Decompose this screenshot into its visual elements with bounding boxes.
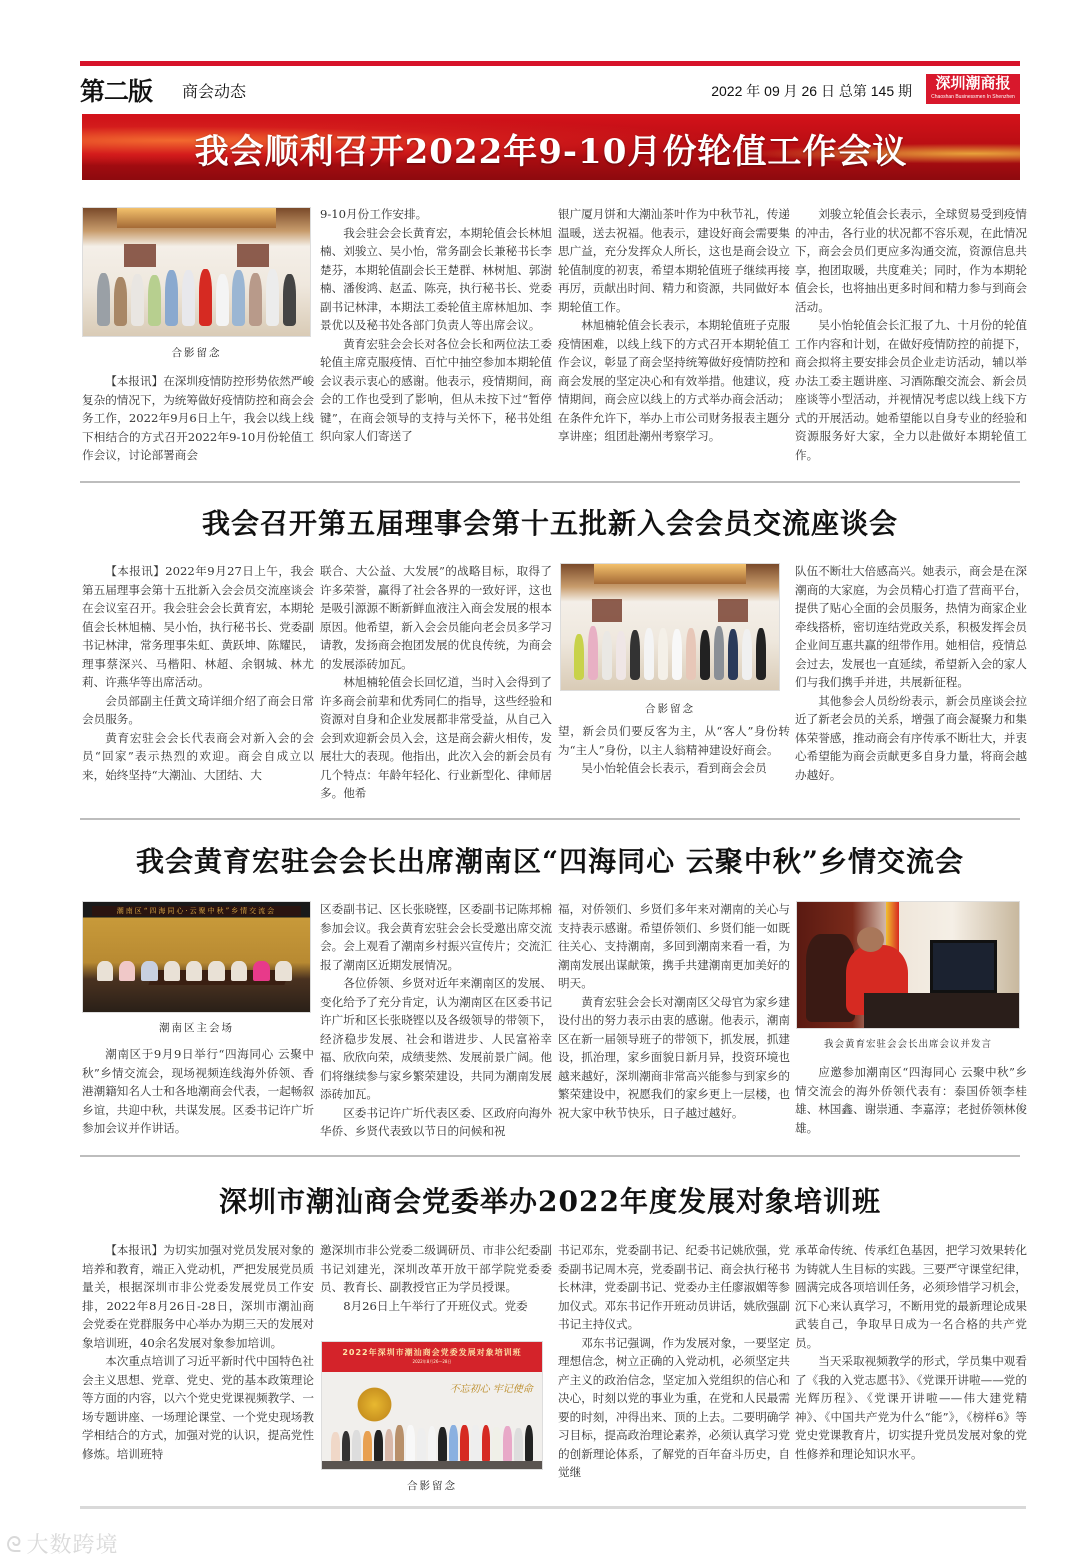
article-3-column-2: [320, 900, 552, 1141]
section-divider: [80, 818, 1020, 820]
photo-banner: [322, 1342, 542, 1372]
article-2-paragraph: 林旭楠轮值会长回忆道，当时入会得到了许多商会前辈和优秀同仁的指导，这些经验和资源对自身和企业发展都非常受益，从自己入会到欢迎新会员入会，这是商会薪火相传，发展壮大的表现。他指出，此次入会的新会员有几个特点：年龄年轻化、行业新型化、律师居多。他希: [320, 675, 552, 800]
article-4-column-3: [558, 1241, 790, 1482]
article-2-paragraph: 联合、大公益、大发展”的战略目标，取得了许多荣誉，赢得了社会各界的一致好评，这也是吸引源源不断新鲜血液注入商会发展的根本原因。他希望，新入会会员能向老会员多学习请教，发扬商会抱团发展的优良传统，为商会的发展添砖加瓦。: [320, 564, 552, 671]
article-3-photo-caption-1: 潮南区主会场: [159, 1022, 234, 1034]
watermark-text: 大数跨境: [26, 1533, 119, 1558]
article-3-column-1: [82, 1045, 314, 1138]
article-3-paragraph: 各位侨领、乡贤对近年来潮南区的发展、变化给予了充分肯定，认为潮南区在区委书记许广圻和区长张晓铿以及各级领导的带领下，经济稳步发展、社会和谐进步、人民富裕幸福、欣欣向荣，成绩斐然、发展前景广阔。他们将继续参与家乡繁荣建设，共同为潮南发展添砖加瓦。: [320, 976, 552, 1101]
article-4-paragraph: 本次重点培训了习近平新时代中国特色社会主义思想、党章、党史、党的基本政策理论等方面的内容，以六个党史党课视频教学、一场专题讲座、一场理论课堂、一个党史现场教学相结合的方式，加强对党的认识，提高党性修炼。培训班特: [82, 1354, 314, 1461]
article-2-paragraph: 黄育宏驻会会长代表商会对新入会的会员“回家”表示热烈的欢迎。商会自成立以来，始终坚持“大潮汕、大团结、大: [82, 730, 314, 782]
article-1-paragraph: 刘骏立轮值会长表示，全球贸易受到疫情的冲击，各行业的状况都不容乐观，在此情况下，商会会员们更应多沟通交流，资源信息共享，抱团取暖，共度难关；同时，作为本期轮值会长，也将抽出更多时间和精力参与到商会活动。: [795, 207, 1027, 314]
photo-banner-date: 2022年8月26—28日: [412, 1359, 452, 1364]
bottom-rule: [80, 1506, 1026, 1509]
article-2-paragraph: 望，新会员们要反客为主，从“客人”身份转为“主人”身份，以主人翁精神建设好商会。: [558, 724, 790, 757]
article-4-paragraph: 8月26日上午举行了开班仪式。党委: [343, 1298, 528, 1313]
article-4-paragraph: 当天采取视频教学的形式，学员集中观看了《我的入党志愿书》、《党课开讲啦——党的光辉历程》、《党课开讲啦——伟大建党精神》、《中国共产党为什么“能”》，《榜样6》等党史党课教育片，切实提升党员发展对象的党性修养和理论知识水平。: [795, 1354, 1027, 1461]
issue-date: 2022 年 09 月 26 日 总第 145 期: [711, 83, 912, 99]
article-4-paragraph: 【本报讯】为切实加强对党员发展对象的培养和教育，端正入党动机，严把发展党员质量关，根据深圳市非公党委发展党员工作安排，2022年8月26日-28日，深圳市潮汕商会党委在党群服务中心举办为期三天的发展对象培训班，40余名发展对象参加培训。: [82, 1243, 314, 1350]
watermark: [6, 1528, 119, 1559]
article-2-column-2: [320, 562, 552, 803]
article-2-paragraph: 其他参会人员纷纷表示，新会员座谈会拉近了新老会员的关系，增强了商会凝聚力和集体荣誉感，推动商会有序传承不断壮大，并衷心希望能为商会贡献更多自身力量，将商会越办越好。: [795, 693, 1027, 782]
watermark-logo-icon: ᘓ: [6, 1533, 23, 1558]
article-3-column-4: [795, 1063, 1027, 1137]
article-1-column-2: [320, 205, 552, 446]
article-2-paragraph: 队伍不断壮大倍感高兴。她表示，商会是在深潮商的大家庭，为会员精心打造了营商平台，提供了贴心全面的会员服务，热情为商家企业牵线搭桥，密切连结党政关系，积极发挥会员企业间互惠共赢的纽带作用。她相信，疫情总会过去，发展也一直延续，希望新入会的家人们与我们携手并进，共展新征程。: [795, 564, 1027, 689]
article-3-photo-office: [796, 901, 1020, 1029]
article-3-paragraph: 福，对侨领们、乡贤们多年来对潮南的关心与支持表示感谢。希望侨领们、乡贤们能一如既往关心、支持潮南，多回到潮南来看一看，为潮南发展出谋献策，携手共建潮南更加美好的明天。: [558, 902, 790, 990]
article-3-column-3: [558, 900, 790, 1122]
article-3-title: 我会黄育宏驻会会长出席潮南区“四海同心 云聚中秋”乡情交流会: [136, 845, 964, 878]
article-2-paragraph: 吴小怡轮值会长表示，看到商会会员: [581, 761, 767, 775]
logo-subtitle: Chaoshan Businessmen In Shenzhen: [931, 94, 1015, 100]
photo-banner-text: 潮南区“四海同心·云聚中秋”乡情交流会: [92, 906, 301, 916]
article-2-photo-caption: 合影留念: [645, 703, 695, 715]
article-1-title: 我会顺利召开2022年9-10月份轮值工作会议: [194, 132, 908, 172]
article-3-paragraph: 区委副书记、区长张晓铿，区委副书记陈邦棉参加会议。我会黄育宏驻会会长受邀出席交流会。会上观看了潮南乡村振兴宣传片；交流汇报了潮南区近期发展情况。: [320, 902, 552, 972]
edition-label: 第二版: [80, 77, 153, 106]
article-2-column-3: [558, 722, 790, 778]
article-1-column-4: [795, 205, 1027, 464]
article-4-column-4: [795, 1241, 1027, 1463]
article-1-photo-caption: 合影留念: [171, 347, 222, 359]
article-2-column-1: [82, 562, 314, 784]
article-2-column-4: [795, 562, 1027, 784]
article-4-paragraph: 书记邓东，党委副书记、纪委书记姚欣强，党委副书记周木亮，党委副书记、商会执行秘书长林津，党委副书记、党委办主任廖淑媚等参加仪式。邓东书记作开班动员讲话，姚欣强副书记主持仪式。: [558, 1243, 790, 1331]
top-rule: [80, 61, 1020, 66]
article-4-paragraph: 承革命传统、传承红色基因，把学习效果转化为铸就人生目标的实践。三要严守课堂纪律，圆满完成各项培训任务，必须珍惜学习机会，沉下心来认真学习，不断用党的最新理论成果武装自己，争取早日成为一名合格的共产党员。: [795, 1243, 1027, 1350]
article-4-photo-caption: 合影留念: [407, 1480, 457, 1492]
article-4-title: 深圳市潮汕商会党委举办2022年度发展对象培训班: [219, 1185, 881, 1218]
newspaper-logo: [926, 74, 1020, 104]
article-3-paragraph: 应邀参加潮南区“四海同心 云聚中秋”乡情交流会的海外侨领代表有：泰国侨领李桂雄、林国鑫、谢崇通、李嘉淳；老挝侨领林俊雄。: [795, 1065, 1027, 1135]
article-4-column-2: [320, 1241, 552, 1315]
article-2-paragraph: 会员部副主任黄文琦详细介绍了商会日常会员服务。: [82, 693, 314, 726]
article-3-paragraph: 黄育宏驻会会长对潮南区父母官为家乡建设付出的努力表示由衷的感谢。他表示，潮南区在新一届领导班子的带领下，抓发展，抓建设，抓治理，家乡面貌日新月异，投资环境也越来越好，深圳潮商非常高兴能参与到家乡的繁荣建设中，祝愿我们的家乡更上一层楼，也祝大家中秋节快乐，日子越过越好。: [558, 994, 790, 1120]
photo-banner-text: 2022年深圳市潮汕商会党委发展对象培训班: [342, 1348, 522, 1357]
section-name: 商会动态: [182, 82, 247, 101]
article-1-banner: [82, 114, 1020, 180]
article-1-photo: [82, 207, 311, 337]
section-divider: [80, 1155, 1020, 1157]
article-3-photo-main-venue: [82, 901, 311, 1013]
article-2-paragraph: 【本报讯】2022年9月27日上午，我会第五届理事会第十五批新入会会员交流座谈会在会议室召开。我会驻会会长黄育宏，本期轮值会长林旭楠、吴小怡，执行秘书长、党委副书记林津，常务理事朱虹、黄跃坤、陈耀民，理事蔡深兴、马楷阳、林超、余钢城、林尤莉、许燕华等出席活动。: [82, 564, 314, 689]
article-1-paragraph: 吴小怡轮值会长汇报了九、十月份的轮值工作内容和计划，在做好疫情防控的前提下，商会拟将主要安排会员企业走访活动，辅以举办法工委主题讲座、习酒陈酿交流会、新会员座谈等小型活动，并视情况考虑以线上线下方式的开展活动。她希望能以自身专业的经验和资源服务好大家，全力以赴做好本期轮值工作。: [795, 318, 1027, 462]
article-2-photo: [560, 563, 780, 691]
article-1-column-1: [82, 372, 314, 465]
article-4-paragraph: 邀深圳市非公党委二级调研员、市非公纪委副书记刘建光，深圳改革开放干部学院党委委员、教育长、副教授官正为学员授课。: [320, 1243, 552, 1294]
photo-slogan: 不忘初心 牢记使命: [449, 1383, 533, 1395]
article-3-photo-caption-2: 我会黄育宏驻会会长出席会议并发言: [823, 1039, 992, 1050]
article-1-paragraph: 【本报讯】在深圳疫情防控形势依然严峻复杂的情况下，为统筹做好疫情防控和商会会务工作，2022年9月6日上午，我会以线上线下相结合的方式召开2022年9-10月份轮值工作会议，讨论部署商会: [82, 374, 314, 462]
article-1-paragraph: 银广厦月饼和大潮汕茶叶作为中秋节礼，传递温暖，送去祝福。他表示，建设好商会需要集思广益，充分发挥众人所长，这也是商会设立轮值制度的初衷，希望本期轮值班子继续再接再厉，贡献出时间、精力和资源，共同做好本期轮值工作。: [558, 207, 790, 314]
logo-text: 深圳潮商报: [935, 74, 1011, 92]
article-1-paragraph: 林旭楠轮值会长表示，本期轮值班子克服疫情困难，以线上线下的方式召开本期轮值工作会议，彰显了商会坚持统筹做好疫情防控和商会发展的坚定决心和有效举措。他建议，疫情期间，商会应以线上的方式举办商会活动；在条件允许下，举办上市公司财务报表主题分享讲座；组团赴潮州考察学习。: [558, 318, 790, 443]
article-1-paragraph: 黄育宏驻会会长对各位会长和两位法工委轮值主席克服疫情、百忙中抽空参加本期轮值会议表示衷心的感谢。他表示，疫情期间，商会的工作也受到了影响，但从未按下过“暂停键”，在商会领导的支持与关怀下，秘书处组织向家人们寄送了: [320, 336, 552, 443]
article-2-title: 我会召开第五届理事会第十五批新入会会员交流座谈会: [201, 507, 898, 540]
article-4-paragraph: 邓东书记强调，作为发展对象，一要坚定理想信念，树立正确的入党动机，必须坚定共产主义的政治信念，坚定加入党组织的信心和决心，时刻以党的事业为重，在党和人民最需要的时刻，冲得出来、顶的上去。二要明确学习目标，提高政治理论素养，必须认真学习党的创新理论体系，了解党的百年奋斗历史，自觉继: [558, 1335, 790, 1479]
article-1-paragraph: 9-10月份工作安排。: [320, 207, 428, 221]
section-divider: [80, 481, 1020, 483]
article-4-photo: [321, 1341, 543, 1470]
article-3-paragraph: 潮南区于9月9日举行“四海同心 云聚中秋”乡情交流会，现场视频连线海外侨领、香港潮籍知名人士和各地潮商会代表，一起畅叙乡谊，共迎中秋，共谋发展。区委书记许广圻参加会议并作讲话。: [82, 1047, 314, 1135]
masthead: [80, 72, 1020, 108]
article-1-column-3: [558, 205, 790, 446]
article-1-paragraph: 我会驻会会长黄育宏，本期轮值会长林旭楠、刘骏立、吴小怡，常务副会长兼秘书长李楚芬，本期轮值副会长王楚群、林树旭、郭澍楠、潘俊鸿、赵孟、陈亮，执行秘书长、党委副书记林津，本期法工委轮值主席林旭加、李景优以及秘书处各部门负责人等出席会议。: [320, 225, 552, 332]
article-4-column-1: [82, 1241, 314, 1463]
article-3-paragraph: 区委书记许广圻代表区委、区政府向海外华侨、乡贤代表致以节日的问候和祝: [320, 1105, 552, 1138]
